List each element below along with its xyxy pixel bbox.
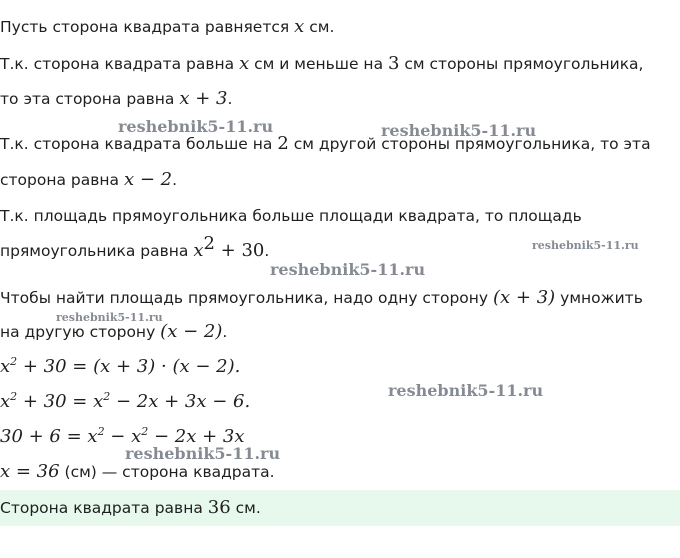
text-fragment: см стороны прямоугольника, xyxy=(399,55,644,73)
text-line-8 xyxy=(0,287,643,309)
math-fragment: 30 + 6 = x xyxy=(0,426,98,447)
text-fragment: то эта сторона равна xyxy=(0,90,180,108)
math-exponent: 2 xyxy=(141,425,149,438)
text-line-2 xyxy=(0,53,644,75)
watermark: reshebnik5-11.ru xyxy=(56,311,163,324)
watermark: reshebnik5-11.ru xyxy=(118,117,274,136)
math-exponent: 2 xyxy=(10,390,18,403)
watermark: reshebnik5-11.ru xyxy=(270,260,426,279)
text-fragment: Т.к. площадь прямоугольника больше площади квадрата, то площадь xyxy=(0,207,582,225)
watermark: reshebnik5-11.ru xyxy=(388,381,544,400)
math-expression: x = 36 xyxy=(0,461,60,482)
watermark: reshebnik5-11.ru xyxy=(125,444,281,463)
equation-4 xyxy=(0,461,275,483)
text-line-3 xyxy=(0,88,232,110)
equation-2 xyxy=(0,391,250,413)
math-expression: + 30 xyxy=(214,240,265,261)
text-fragment: см и меньше на xyxy=(249,55,388,73)
answer-box xyxy=(0,490,680,526)
text-fragment: Т.к. сторона квадрата больше на xyxy=(0,135,278,153)
text-line-9 xyxy=(0,321,227,343)
text-fragment: Чтобы найти площадь прямоугольника, надо одну сторону xyxy=(0,289,494,307)
math-number: 3 xyxy=(388,53,400,74)
math-fragment: − 2x + 3x xyxy=(148,426,245,447)
text-fragment: Т.к. сторона квадрата равна xyxy=(0,55,240,73)
text-line-7 xyxy=(0,233,270,262)
math-number: 36 xyxy=(207,497,231,518)
math-fragment: x xyxy=(0,356,11,377)
text-fragment: . xyxy=(172,171,178,189)
watermark: reshebnik5-11.ru xyxy=(532,239,639,252)
math-exponent: 2 xyxy=(10,355,18,368)
math-fragment: . xyxy=(234,356,241,377)
watermark: reshebnik5-11.ru xyxy=(381,121,537,140)
math-x: x xyxy=(294,16,305,37)
math-fragment: − x xyxy=(104,426,142,447)
math-expression: (x − 2) xyxy=(160,321,223,342)
math-exponent: 2 xyxy=(97,425,105,438)
text-fragment: сторона равна xyxy=(0,171,124,189)
math-fragment: . xyxy=(244,391,251,412)
text-fragment: см. xyxy=(230,499,261,517)
math-fragment: + 30 = (x + 3) · (x − 2) xyxy=(17,356,235,377)
text-fragment: Сторона квадрата равна xyxy=(0,499,208,517)
math-fragment: + 30 = x xyxy=(17,391,104,412)
text-fragment: см. xyxy=(304,18,335,36)
math-x: x xyxy=(193,240,204,261)
text-fragment: на другую сторону xyxy=(0,323,161,341)
text-fragment: . xyxy=(227,90,233,108)
text-fragment: . xyxy=(222,323,228,341)
text-fragment: умножить xyxy=(555,289,643,307)
math-fragment: x xyxy=(0,391,11,412)
math-expression: x + 3 xyxy=(179,88,228,109)
text-line-5 xyxy=(0,169,177,191)
text-fragment: . xyxy=(264,242,270,260)
text-fragment: прямоугольника равна xyxy=(0,242,194,260)
equation-1 xyxy=(0,356,240,378)
math-expression: x − 2 xyxy=(123,169,173,190)
text-line-4 xyxy=(0,133,651,155)
text-line-1 xyxy=(0,16,334,38)
math-number: 2 xyxy=(277,133,289,154)
math-exponent: 2 xyxy=(103,390,111,403)
text-fragment: Пусть сторона квадрата равняется xyxy=(0,18,295,36)
math-exponent: 2 xyxy=(203,233,215,254)
math-fragment: − 2x + 3x − 6 xyxy=(110,391,245,412)
text-fragment: (см) — сторона квадрата. xyxy=(59,463,275,481)
text-line-6 xyxy=(0,205,582,227)
answer-line xyxy=(0,497,261,519)
text-fragment: см другой стороны прямоугольника, то эта xyxy=(288,135,651,153)
math-expression: (x + 3) xyxy=(493,287,556,308)
math-x: x xyxy=(239,53,250,74)
